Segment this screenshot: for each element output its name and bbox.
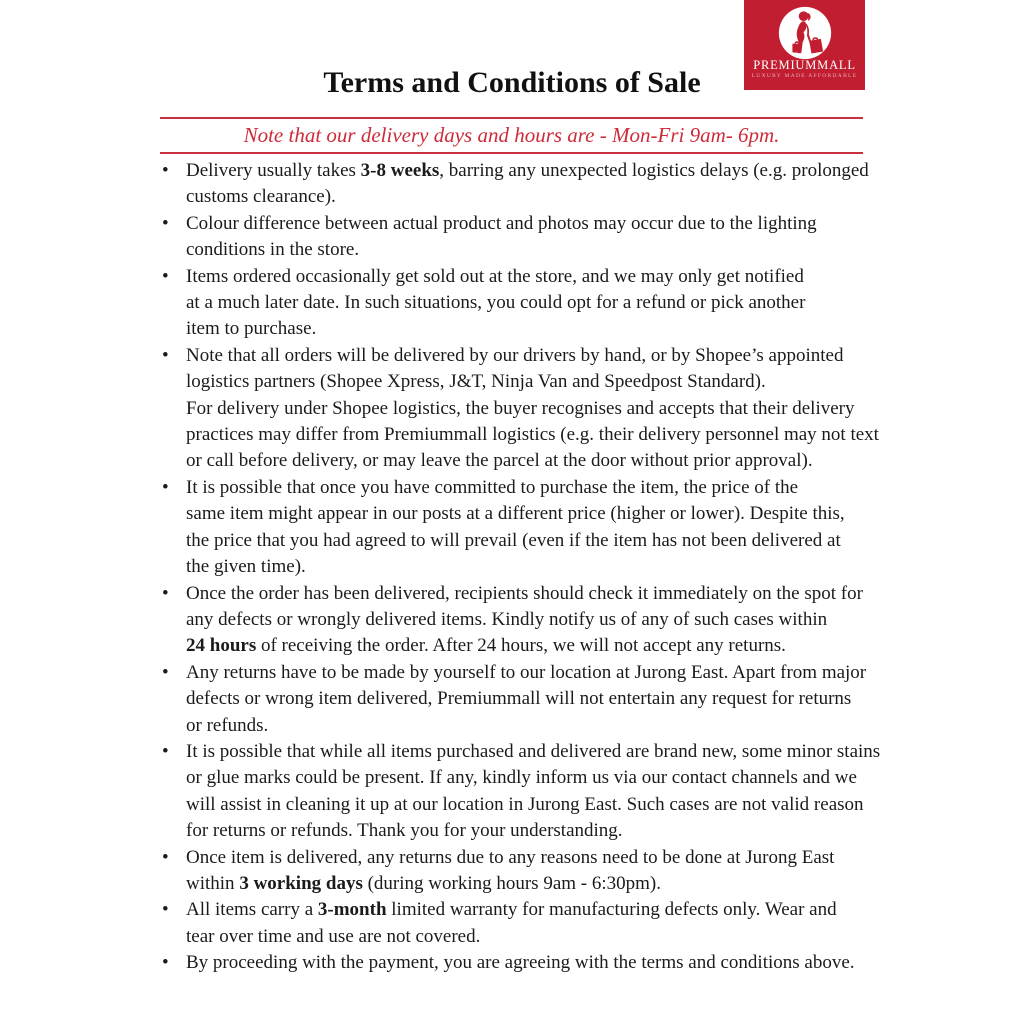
page-title: Terms and Conditions of Sale <box>323 66 701 99</box>
terms-item: • It is possible that once you have committed to purchase the item, the price of the same item might appear in our posts at a different price (higher or lower). Despite this, the price that you had agreed to will prevail (even if the item has not been delivered at the given time). <box>160 475 884 581</box>
terms-list <box>160 158 884 977</box>
shopper-silhouette-icon <box>777 5 833 61</box>
terms-item: • By proceeding with the payment, you are agreeing with the terms and conditions above. <box>160 950 884 976</box>
terms-item: • Once the order has been delivered, recipients should check it immediately on the spot for any defects or wrongly delivered items. Kindly notify us of any of such cases within 24 hours of receiving the order. After 24 hours, we will not accept any returns. <box>160 581 884 660</box>
terms-item: • Colour difference between actual product and photos may occur due to the lighting conditions in the store. <box>160 211 884 264</box>
terms-item: • Once item is delivered, any returns due to any reasons need to be done at Jurong East within 3 working days (during working hours 9am - 6:30pm). <box>160 845 884 898</box>
terms-item: • Delivery usually takes 3-8 weeks, barring any unexpected logistics delays (e.g. prolonged customs clearance). <box>160 158 884 211</box>
delivery-notice-text: Note that our delivery days and hours are - Mon-Fri 9am- 6pm. <box>243 123 780 147</box>
terms-item: • All items carry a 3-month limited warranty for manufacturing defects only. Wear and tear over time and use are not covered. <box>160 897 884 950</box>
terms-item: • Any returns have to be made by yourself to our location at Jurong East. Apart from major defects or wrong item delivered, Premiummall will not entertain any request for returns or refunds. <box>160 660 884 739</box>
delivery-notice-band <box>160 117 863 154</box>
terms-item: • Note that all orders will be delivered by our drivers by hand, or by Shopee’s appointed logistics partners (Shopee Xpress, J&T, Ninja Van and Speedpost Standard). For delivery under Shopee logistics, the buyer recognises and accepts that their delivery practices may differ from Premiummall logistics (e.g. their delivery personnel may not text or call before delivery, or may leave the parcel at the door without prior approval). <box>160 343 884 475</box>
terms-item: • Items ordered occasionally get sold out at the store, and we may only get notified at a much later date. In such situations, you could opt for a refund or pick another item to purchase. <box>160 264 884 343</box>
brand-name: PREMIUMMALL <box>753 58 856 72</box>
terms-item: • It is possible that while all items purchased and delivered are brand new, some minor stains or glue marks could be present. If any, kindly inform us via our contact channels and we will assist in cleaning it up at our location in Jurong East. Such cases are not valid reason for returns or refunds. Thank you for your understanding. <box>160 739 884 845</box>
brand-tagline: LUXURY MADE AFFORDABLE <box>751 73 858 79</box>
